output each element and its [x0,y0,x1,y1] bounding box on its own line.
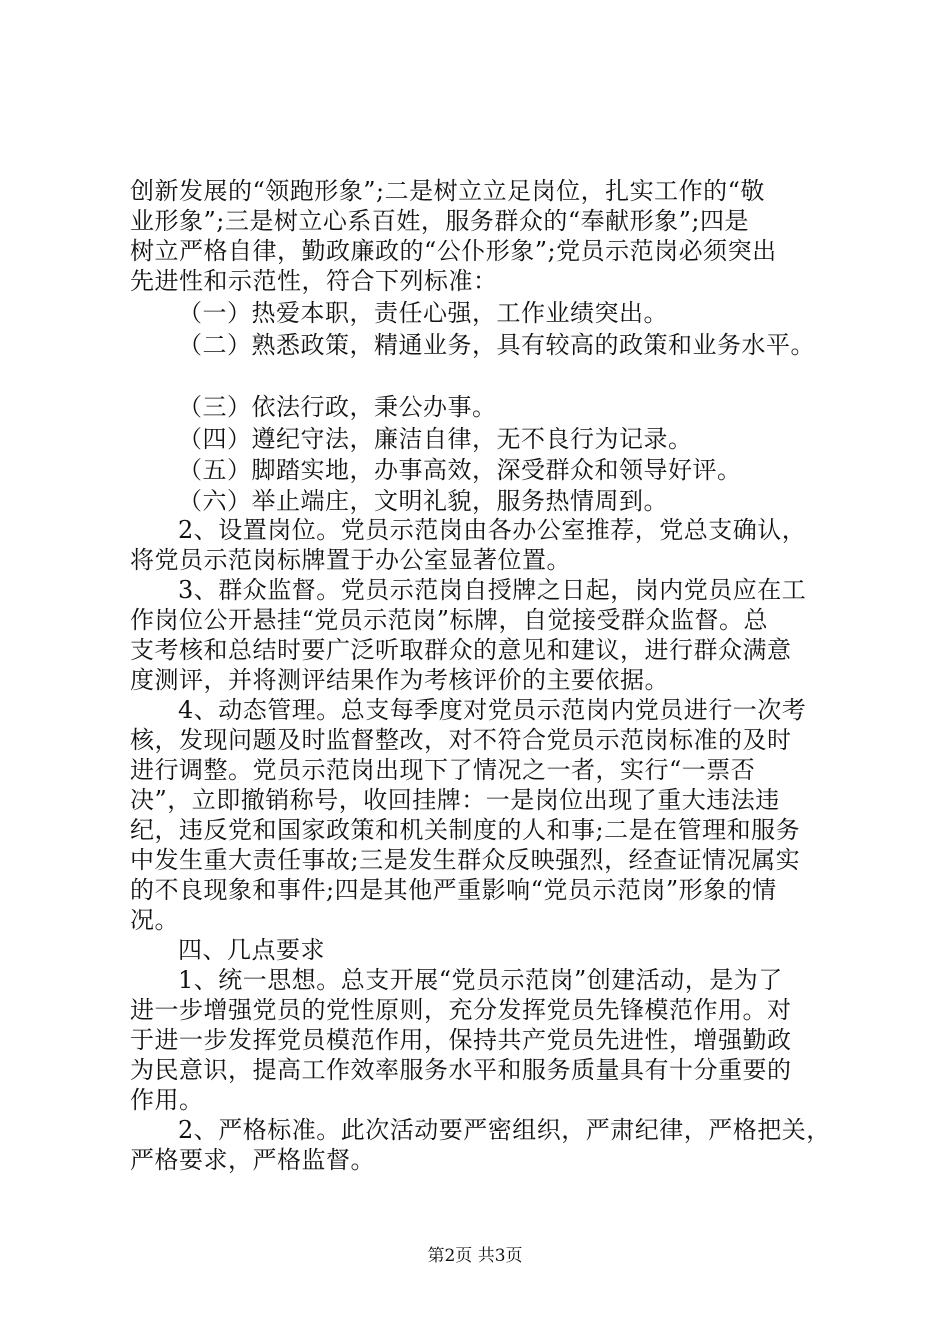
list-item: （六）举止端庄，文明礼貌，服务热情周到。 [178,487,668,515]
text-line: 为民意识，提高工作效率服务水平和服务质量具有十分重要的 [130,1056,792,1084]
page-number-footer: 第2页 共3页 [427,1246,523,1266]
list-item: （三）依法行政，秉公办事。 [178,393,497,421]
text-line: 决”，立即撤销称号，收回挂牌：一是岗位出现了重大违法违 [130,786,780,814]
text-line: 进行调整。党员示范岗出现下了情况之一者，实行“一票否 [130,756,756,784]
text-line: 纪，违反党和国家政策和机关制度的人和事;二是在管理和服务 [130,816,801,844]
text-line: 业形象”;三是树立心系百姓，服务群众的“奉献形象”;四是 [130,207,749,235]
list-item: （五）脚踏实地，办事高效，深受群众和领导好评。 [178,456,742,484]
text-line: 度测评，并将测评结果作为考核评价的主要依据。 [130,666,669,694]
text-line: 作用。 [130,1086,204,1114]
text-line: 核，发现问题及时监督整改，对不符合党员示范岗标准的及时 [130,726,792,754]
text-line: 于进一步发挥党员模范作用，保持共产党员先进性，增强勤政 [130,1026,792,1054]
text-line: 严格要求，严格监督。 [130,1146,375,1174]
text-line: 将党员示范岗标牌置于办公室显著位置。 [130,546,571,574]
list-item: （四）遵纪守法，廉洁自律，无不良行为记录。 [178,425,693,453]
text-line: 树立严格自律，勤政廉政的“公仆形象”;党员示范岗必须突出 [130,237,777,265]
text-line: 1、统一思想。总支开展“党员示范岗”创建活动，是为了 [178,966,783,994]
text-line: 作岗位公开悬挂“党员示范岗”标牌，自觉接受群众监督。总 [130,606,769,634]
text-line: 进一步增强党员的党性原则，充分发挥党员先锋模范作用。对 [130,996,792,1024]
text-line: 中发生重大责任事故;三是发生群众反映强烈，经查证情况属实 [130,846,801,874]
text-line: 3、群众监督。党员示范岗自授牌之日起，岗内党员应在工 [178,576,807,604]
text-line: 的不良现象和事件;四是其他严重影响“党员示范岗”形象的情 [130,876,777,904]
list-item: （二）熟悉政策，精通业务，具有较高的政策和业务水平。 [178,331,815,359]
list-item: （一）热爱本职，责任心强，工作业绩突出。 [178,299,668,327]
text-line: 2、严格标准。此次活动要严密组织，严肃纪律，严格把关， [178,1116,831,1144]
text-line: 2、设置岗位。党员示范岗由各办公室推荐，党总支确认， [178,516,807,544]
text-line: 先进性和示范性，符合下列标准： [130,267,498,295]
text-line: 况。 [130,906,179,934]
text-line: 创新发展的“领跑形象”;二是树立立足岗位，扎实工作的“敬 [130,177,765,205]
text-line: 4、动态管理。总支每季度对党员示范岗内党员进行一次考 [178,696,807,724]
section-heading: 四、几点要求 [178,936,325,964]
text-line: 支考核和总结时要广泛听取群众的意见和建议，进行群众满意 [130,636,792,664]
